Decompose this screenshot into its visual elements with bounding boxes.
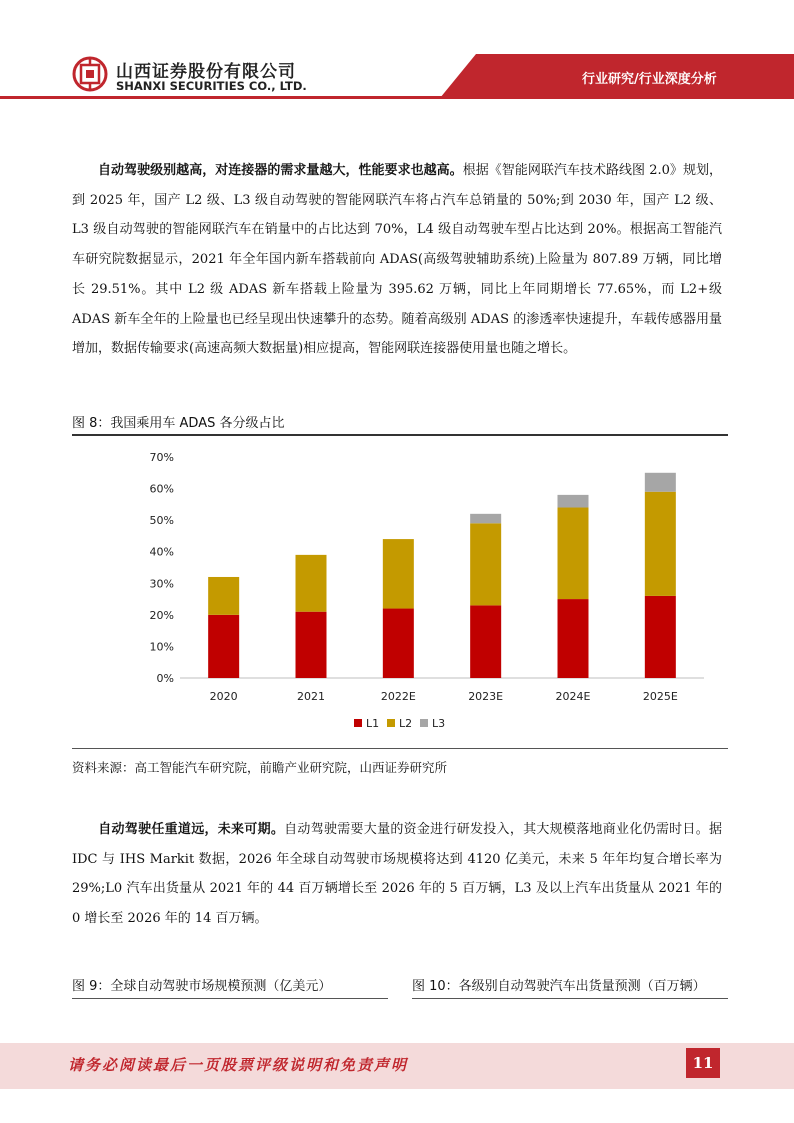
bar-l2-2022e bbox=[383, 539, 414, 608]
y-tick-label: 60% bbox=[149, 482, 174, 496]
bar-l1-2021 bbox=[296, 612, 327, 678]
bar-l3-2025e bbox=[645, 473, 676, 492]
bar-l2-2020 bbox=[208, 577, 239, 615]
x-tick-label: 2025E bbox=[642, 690, 678, 703]
legend-label-l1: L1 bbox=[366, 717, 380, 730]
legend-swatch-l1 bbox=[354, 719, 362, 727]
figure-8-source: 资料来源：高工智能汽车研究院，前瞻产业研究院，山西证券研究所 bbox=[72, 760, 448, 775]
figure-8-top-rule bbox=[72, 434, 728, 436]
x-tick-label: 2023E bbox=[468, 690, 504, 703]
x-tick-label: 2022E bbox=[380, 690, 416, 703]
y-tick-label: 40% bbox=[149, 545, 174, 559]
figure-8-bottom-rule bbox=[72, 748, 728, 749]
company-logo-icon bbox=[72, 56, 108, 92]
header-rule bbox=[0, 96, 794, 99]
y-tick-label: 0% bbox=[156, 672, 174, 685]
paragraph-lead: 自动驾驶任重道远，未来可期。 bbox=[98, 822, 285, 837]
legend-label-l3: L3 bbox=[432, 717, 446, 730]
legend-label-l2: L2 bbox=[399, 717, 413, 730]
bar-l1-2023e bbox=[470, 605, 501, 678]
page-header bbox=[0, 0, 794, 110]
page-number: 11 bbox=[686, 1048, 720, 1078]
y-tick-label: 10% bbox=[149, 640, 174, 654]
paragraph-autonomous-outlook bbox=[72, 815, 722, 934]
y-tick-label: 70% bbox=[149, 451, 174, 464]
bar-l2-2024e bbox=[558, 508, 589, 600]
bar-series bbox=[208, 473, 676, 678]
figure-9-title: 图 9：全球自动驾驶市场规模预测（亿美元） bbox=[72, 979, 332, 994]
bar-l2-2025e bbox=[645, 492, 676, 596]
y-tick-label: 20% bbox=[149, 608, 174, 622]
legend-swatch-l2 bbox=[387, 719, 395, 727]
x-tick-label: 2024E bbox=[555, 690, 591, 703]
bar-l1-2022e bbox=[383, 609, 414, 678]
figure-10-title: 图 10：各级别自动驾驶汽车出货量预测（百万辆） bbox=[412, 979, 706, 994]
adas-level-share-chart bbox=[72, 440, 728, 746]
bar-l3-2024e bbox=[558, 495, 589, 508]
company-name-cn: 山西证券股份有限公司 bbox=[116, 62, 296, 82]
figure-8-title: 图 8：我国乘用车 ADAS 各分级占比 bbox=[72, 416, 285, 431]
paragraph-lead: 自动驾驶级别越高，对连接器的需求量越大，性能要求也越高。 bbox=[98, 163, 463, 178]
paragraph-body: 自动驾驶需要大量的资金进行研发投入，其大规模落地商业化仍需时日。据 IDC 与 IHS Markit 数据，2026 年全球自动驾驶市场规模将达到 4120 亿美元，未来 5 年年均复合增长率为 29%;L0 汽车出货量从 2021 年的 44 百万辆增长至 2026 年的 5 百万辆，L3 及以上汽车出货量从 2021 年的 0 增长至 2026 年的 14 百万辆。 bbox=[72, 822, 722, 927]
x-tick-label: 2020 bbox=[209, 690, 238, 703]
report-type: 行业研究/行业深度分析 bbox=[582, 72, 717, 87]
paragraph-connector-demand bbox=[72, 156, 722, 364]
paragraph-body: 根据《智能网联汽车技术路线图 2.0》规划，到 2025 年，国产 L2 级、L3 级自动驾驶的智能网联汽车将占汽车总销量的 50%;到 2030 年，国产 L2 级、L3 级自动驾驶的智能网联汽车在销量中的占比达到 70%，L4 级自动驾驶车型占比达到 20%。根据高工智能汽车研究院数据显示，2021 年全年国内新车搭载前向 ADAS(高级驾驶辅助系统)上险量为 807.89 万辆，同比增长 29.51%。其中 L2 级 ADAS 新车搭载上险量为 395.62 万辆，同比上年同期增长 77.65%，而 L2+级 ADAS 新车全年的上险量也已经呈现出快速攀升的态势。随着高级别 ADAS 的渗透率快速提升，车载传感器用量增加，数据传输要求(高速高频大数据量)相应提高，智能网联连接器使用量也随之增长。 bbox=[72, 163, 722, 357]
bar-l1-2020 bbox=[208, 615, 239, 678]
figure-9-rule bbox=[72, 998, 388, 999]
bar-l3-2023e bbox=[470, 514, 501, 523]
bar-l2-2023e bbox=[470, 523, 501, 605]
bar-l1-2025e bbox=[645, 596, 676, 678]
company-name-en: SHANXI SECURITIES CO., LTD. bbox=[116, 79, 307, 93]
x-axis bbox=[210, 690, 678, 703]
y-tick-label: 30% bbox=[149, 577, 174, 591]
x-tick-label: 2021 bbox=[297, 690, 325, 703]
legend-swatch-l3 bbox=[420, 719, 428, 727]
figure-10-rule bbox=[412, 998, 728, 999]
chart-legend bbox=[354, 717, 445, 730]
bar-l1-2024e bbox=[558, 599, 589, 678]
y-tick-label: 50% bbox=[149, 514, 174, 528]
bar-l2-2021 bbox=[296, 555, 327, 612]
footer-disclaimer: 请务必阅读最后一页股票评级说明和免责声明 bbox=[68, 1056, 409, 1074]
